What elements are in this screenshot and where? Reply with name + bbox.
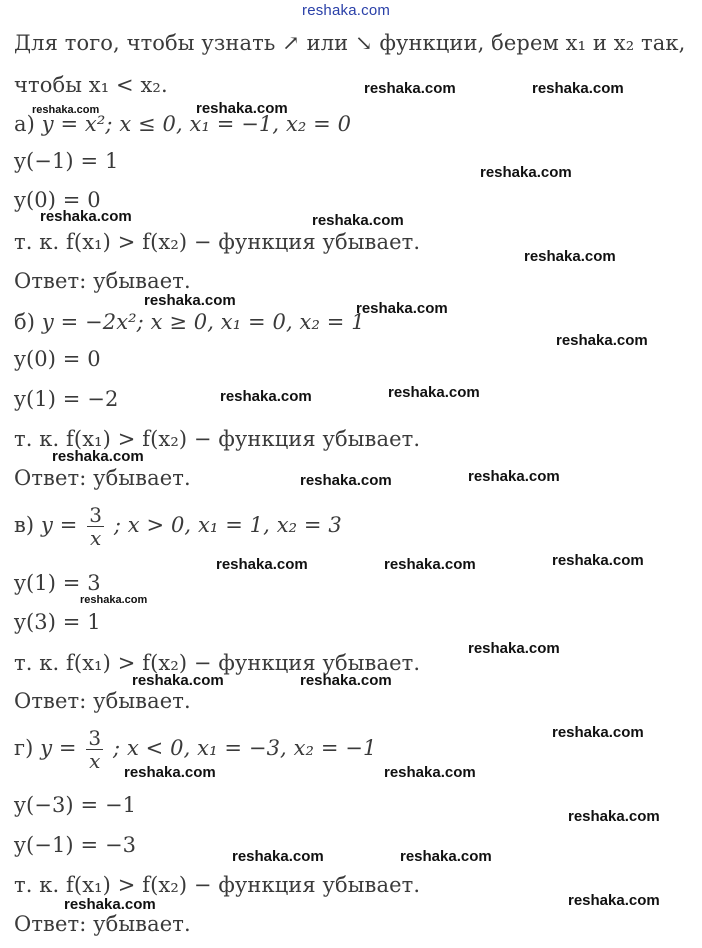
part-v-fraction [87,504,104,549]
watermark: reshaka.com [52,448,144,465]
watermark: reshaka.com [40,208,132,225]
watermark: reshaka.com [468,468,560,485]
watermark: reshaka.com [196,100,288,117]
watermark: reshaka.com [232,848,324,865]
part-g-fraction-numerator: 3 [88,726,102,750]
part-v-label: в) [14,513,35,537]
part-g-label: г) [14,736,34,760]
part-b-value-2: y(1) = −2 [14,387,119,411]
watermark: reshaka.com [384,556,476,573]
watermark: reshaka.com [568,808,660,825]
watermark: reshaka.com [80,594,148,606]
watermark: reshaka.com [568,892,660,909]
part-g-conclusion: т. к. f(x₁) > f(x₂) − функция убывает. [14,873,421,897]
part-g-fraction [86,727,103,772]
part-v-header [14,504,342,549]
watermark: reshaka.com [384,764,476,781]
watermark: reshaka.com [300,472,392,489]
part-a-answer: Ответ: убывает. [14,269,191,293]
part-a-label: а) [14,112,35,136]
watermark: reshaka.com [144,292,236,309]
part-v-value-1: y(1) = 3 [14,571,101,595]
watermark: reshaka.com [364,80,456,97]
watermark: reshaka.com [400,848,492,865]
part-v-fraction-numerator: 3 [89,503,103,527]
watermark: reshaka.com [356,300,448,317]
watermark: reshaka.com [64,896,156,913]
watermark: reshaka.com [524,248,616,265]
watermark: reshaka.com [124,764,216,781]
watermark: reshaka.com [556,332,648,349]
part-v-fraction-denominator: x [89,526,102,550]
part-g-fraction-denominator: x [89,749,101,773]
watermark: reshaka.com [552,552,644,569]
part-a-expression: y = x²; x ≤ 0, x₁ = −1, x₂ = 0 [41,112,352,136]
part-g-value-2: y(−1) = −3 [14,833,137,857]
part-b-expression: y = −2x²; x ≥ 0, x₁ = 0, x₂ = 1 [41,310,365,334]
watermark: reshaka.com [32,104,100,116]
part-b-value-1: y(0) = 0 [14,347,101,371]
part-v-conclusion: т. к. f(x₁) > f(x₂) − функция убывает. [14,651,421,675]
watermark: reshaka.com [132,672,224,689]
part-g-value-1: y(−3) = −1 [14,793,137,817]
watermark: reshaka.com [388,384,480,401]
intro-line-1: Для того, чтобы узнать ↗ или ↘ функции, берем x₁ и x₂ так, [14,31,686,55]
watermark: reshaka.com [312,212,404,229]
part-g-y-eq: y = [40,736,77,760]
part-g-answer: Ответ: убывает. [14,912,191,936]
part-b-conclusion: т. к. f(x₁) > f(x₂) − функция убывает. [14,427,421,451]
site-header-link[interactable]: reshaka.com [302,2,391,19]
part-a-value-1: y(−1) = 1 [14,149,119,173]
watermark: reshaka.com [220,388,312,405]
part-a-value-2: y(0) = 0 [14,188,101,212]
part-v-y-eq: y = [41,513,78,537]
intro-line-2: чтобы x₁ < x₂. [14,73,168,97]
part-a-conclusion: т. к. f(x₁) > f(x₂) − функция убывает. [14,230,421,254]
part-g-expression: ; x < 0, x₁ = −3, x₂ = −1 [113,736,377,760]
part-v-value-2: y(3) = 1 [14,610,101,634]
watermark: reshaka.com [480,164,572,181]
watermark: reshaka.com [532,80,624,97]
part-b-answer: Ответ: убывает. [14,466,191,490]
part-v-expression: ; x > 0, x₁ = 1, x₂ = 3 [113,513,342,537]
part-b-label: б) [14,310,36,334]
part-b-header [14,309,365,335]
watermark: reshaka.com [468,640,560,657]
part-v-answer: Ответ: убывает. [14,689,191,713]
watermark: reshaka.com [216,556,308,573]
watermark: reshaka.com [552,724,644,741]
watermark: reshaka.com [300,672,392,689]
